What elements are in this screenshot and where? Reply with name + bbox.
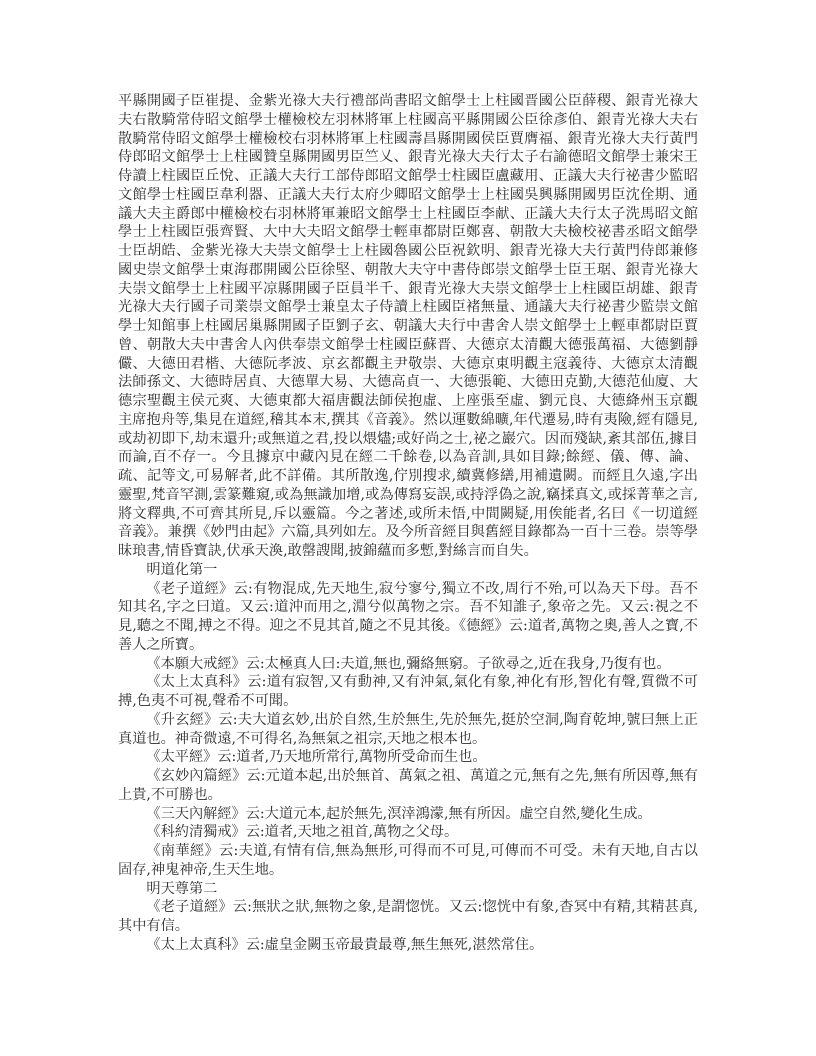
document-text-block	[118, 92, 698, 955]
paragraph: 《老子道經》云:無狀之狀,無物之象,是謂惚恍。又云:惚恍中有象,杳冥中有精,其精甚真,其中有信。	[118, 899, 698, 934]
paragraph: 《南華經》云:夫道,有情有信,無為無形,可得而不可見,可傳而不可受。未有天地,自古以固存,神鬼神帝,生天生地。	[118, 843, 698, 878]
paragraph: 《科約清獨戒》云:道者,天地之祖首,萬物之父母。	[146, 824, 459, 841]
section-heading: 明天尊第二	[146, 880, 218, 897]
paragraph: 《太上太真科》云:虛皇金闕玉帝最貴最尊,無生無死,湛然常住。	[146, 936, 544, 953]
paragraph: 《太平經》云:道者,乃天地所常行,萬物所受命而生也。	[146, 749, 487, 766]
paragraph: 平縣開國子臣崔提、金紫光祿大夫行禮部尚書昭文館學士上柱國晋國公臣薛稷、銀青光祿大夫右散騎常侍昭文館學士權檢校左羽林將軍上柱國高平縣開國公臣徐彥伯、銀青光祿大夫右散騎常侍昭文館學士權檢校右羽林將軍上柱國壽昌縣開國侯臣賈膺福、銀青光祿大夫行黃門侍郎昭文館學士上柱國贊皇縣開國男臣竺乂、銀青光祿大夫行太子右諭德昭文館學士兼宋王侍讀上柱國臣丘悅、正議大夫行工部侍郎昭文館學士柱國臣盧藏用、正議大夫行祕書少監昭文館學士柱國臣韋利器、正議大夫行太府少卿昭文館學士上柱國吳興縣開國男臣沈佺期、通議大夫主爵郎中權檢校右羽林將軍兼昭文館學士上柱國臣李献、正議大夫行太子洗馬昭文館學士上柱國臣張齊賢、大中大夫昭文館學士輕車都尉臣鄭喜、朝散大夫檢校祕書丞昭文館學士臣胡皓、金紫光祿大夫崇文館學士上柱國魯國公臣祝欽明、銀青光祿大夫行黃門侍郎兼修國史崇文館學士東海郡開國公臣徐堅、朝散大夫守中書侍郎崇文館學士臣王琚、銀青光祿大夫崇文館學士上柱國平凉縣開國子臣員半千、銀青光祿大夫崇文館學士上柱國臣胡雄、銀青光祿大夫行國子司業崇文館學士兼皇太子侍讀上柱國臣褚無量、通議大夫行祕書少監崇文館學士知館事上柱國居巢縣開國子臣劉子玄、朝議大夫行中書舍人崇文館學士上輕車都尉臣賈曾、朝散大夫中書舍人內供奉崇文館學士柱國臣蘇晋、大德京太清觀大德張萬福、大德劉靜儼、大德田君楷、大德阮孝波、京玄都觀主尹敬崇、大德京東明觀主寇義待、大德京太清觀法師孫文、大德時居貞、大德單大易、大德高貞一、大德張範、大德田克勤,大德范仙廈、大德宗聖觀主侯元爽、大德東都大福唐觀法師侯抱虛、上座張至虛、劉元良、大德絳州玉京觀主席抱舟等,集見在道經,稽其本末,撰其《音義》。然以運數綿曠,年代遷易,時有夷險,經有隱見,或劫初即下,劫末還升;或無道之君,投以煨燼;或好尚之士,祕之巖穴。因而殘缺,紊其部伍,據目而論,百不存一。今且據京中藏內見在經二千餘卷,以為音訓,具如目錄;餘經、儀、傳、論、疏、記等文,可易解者,此不詳備。其所散逸,佇別搜求,續冀修繕,用補遺闕。而經且久遠,字出靈聖,梵音罕測,雲篆難窺,或為無識加增,或為傳寫妄誤,或持浮偽之說,竊揉真文,或採菁華之言,將文釋典,不可齊其所見,斥以靈篇。今之著述,或所未悟,中間闕疑,用俟能者,名曰《一切道經音義》。兼撰《妙門由起》六篇,具列如左。及今所音經目與舊經目錄都為一百十三卷。崇等學昧琅書,情昏寶訣,伏承天渙,敢罄謏聞,披錦蘊而多慙,對絲言而自失。	[118, 93, 698, 559]
paragraph: 《本願大戒經》云:太極真人曰:夫道,無也,彌絡無窮。子欲尋之,近在我身,乃復有也。	[146, 655, 671, 672]
paragraph: 《玄妙內篇經》云:元道本起,出於無首、萬氣之祖、萬道之元,無有之先,無有所因尊,無有上貴,不可勝也。	[118, 768, 698, 803]
paragraph: 《老子道經》云:有物混成,先天地生,寂兮寥兮,獨立不改,周行不殆,可以為天下母。吾不知其名,字之曰道。又云:道沖而用之,淵兮似萬物之宗。吾不知誰子,象帝之先。又云:視之不見,聽之不聞,搏之不得。迎之不見其首,隨之不見其後。《德經》云:道者,萬物之奧,善人之寶,不善人之所寶。	[118, 580, 698, 653]
paragraph: 《升玄經》云:夫大道玄妙,出於自然,生於無生,先於無先,挺於空洞,陶育乾坤,號曰無上正真道也。神奇微遠,不可得名,為無氣之祖宗,天地之根本也。	[118, 711, 698, 747]
section-heading: 明道化第一	[146, 561, 218, 578]
paragraph: 《三天內解經》云:大道元本,起於無先,溟涬鴻濛,無有所因。虛空自然,變化生成。	[146, 805, 652, 822]
paragraph: 《太上太真科》云:道有寂智,又有動神,又有沖氣,氣化有象,神化有形,智化有聲,質微不可搏,色夷不可視,聲希不可聞。	[118, 674, 698, 709]
